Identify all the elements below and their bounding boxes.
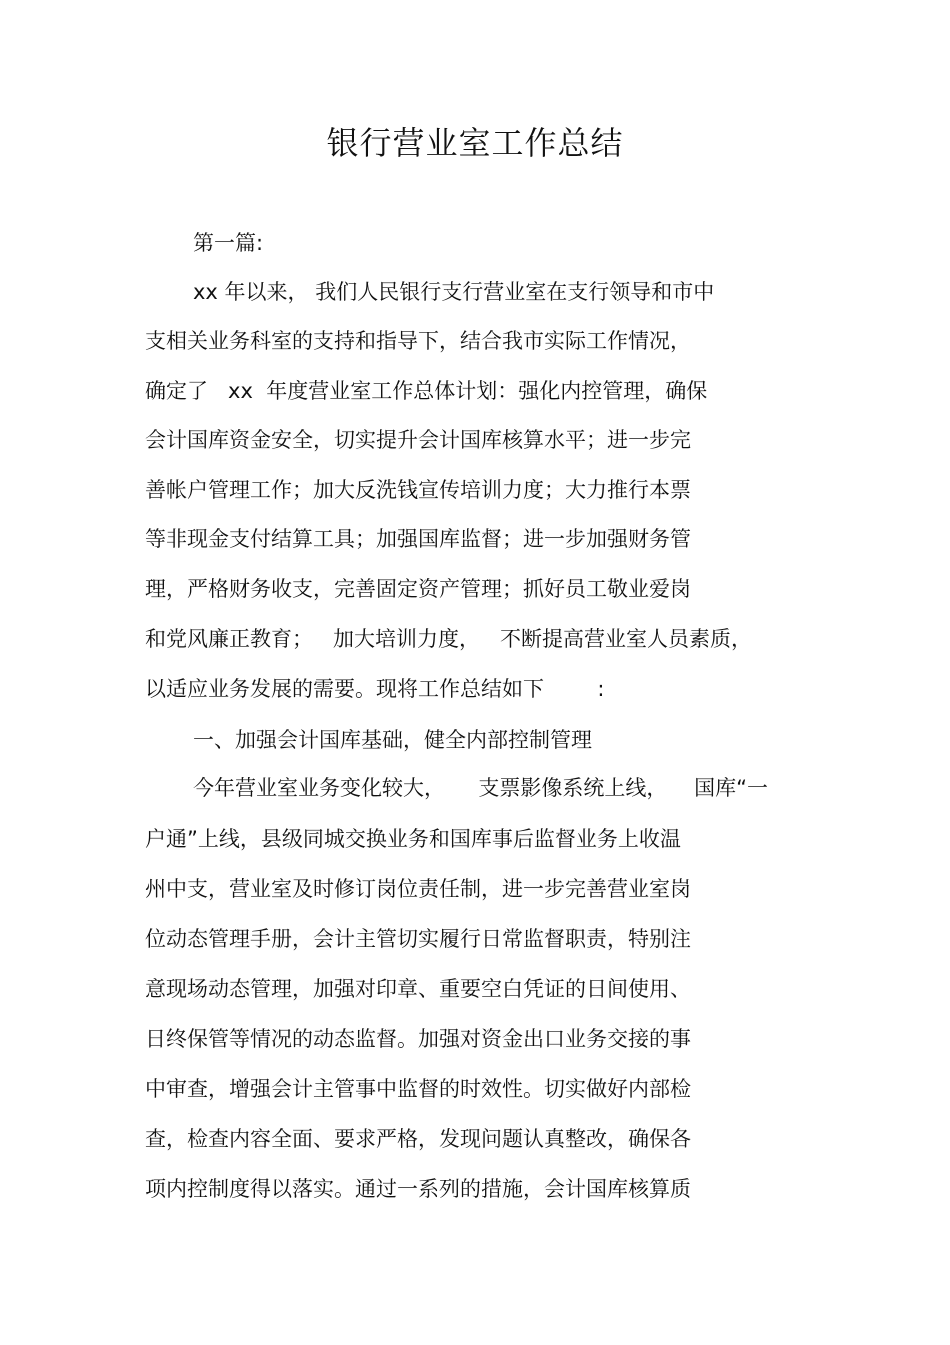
text-line: 户通”上线，县级同城交换业务和国库事后监督业务上收温 bbox=[145, 827, 681, 851]
text-line: 项内控制度得以落实。通过一系列的措施，会计国库核算质 bbox=[145, 1177, 691, 1201]
text-line: xx 年以来， 我们人民银行支行营业室在支行领导和市中 bbox=[193, 280, 715, 304]
text-line: 会计国库资金安全，切实提升会计国库核算水平；进一步完 bbox=[145, 428, 691, 452]
text-line: 位动态管理手册，会计主管切实履行日常监督职责，特别注 bbox=[145, 927, 691, 951]
text-line: 善帐户管理工作；加大反洗钱宣传培训力度；大力推行本票 bbox=[145, 478, 691, 502]
text-line: 等非现金支付结算工具；加强国库监督；进一步加强财务管 bbox=[145, 527, 691, 551]
text-line: 确定了 xx 年度营业室工作总体计划：强化内控管理，确保 bbox=[145, 379, 708, 403]
document-title: 银行营业室工作总结 bbox=[326, 124, 624, 162]
text-line: 意现场动态管理，加强对印章、重要空白凭证的日间使用、 bbox=[145, 977, 691, 1001]
text-line: 日终保管等情况的动态监督。加强对资金出口业务交接的事 bbox=[145, 1027, 691, 1051]
text-line: 以适应业务发展的需要。现将工作总结如下 : bbox=[145, 677, 605, 701]
text-line: 中审查，增强会计主管事中监督的时效性。切实做好内部检 bbox=[145, 1077, 691, 1101]
text-line: 查，检查内容全面、要求严格，发现问题认真整改，确保各 bbox=[145, 1127, 691, 1151]
text-line: 州中支，营业室及时修订岗位责任制，进一步完善营业室岗 bbox=[145, 877, 691, 901]
text-line: 今年营业室业务变化较大， 支票影像系统上线， 国库“一 bbox=[193, 776, 768, 800]
text-line: 和党风廉正教育； 加大培训力度， 不断提高营业室人员素质， bbox=[145, 627, 753, 651]
section-heading: 一、加强会计国库基础，健全内部控制管理 bbox=[193, 728, 592, 752]
text-line: 理，严格财务收支，完善固定资产管理；抓好员工敬业爱岗 bbox=[145, 577, 691, 601]
text-line: 支相关业务科室的支持和指导下，结合我市实际工作情况， bbox=[145, 329, 691, 353]
text-line-section-label: 第一篇: bbox=[193, 231, 264, 255]
